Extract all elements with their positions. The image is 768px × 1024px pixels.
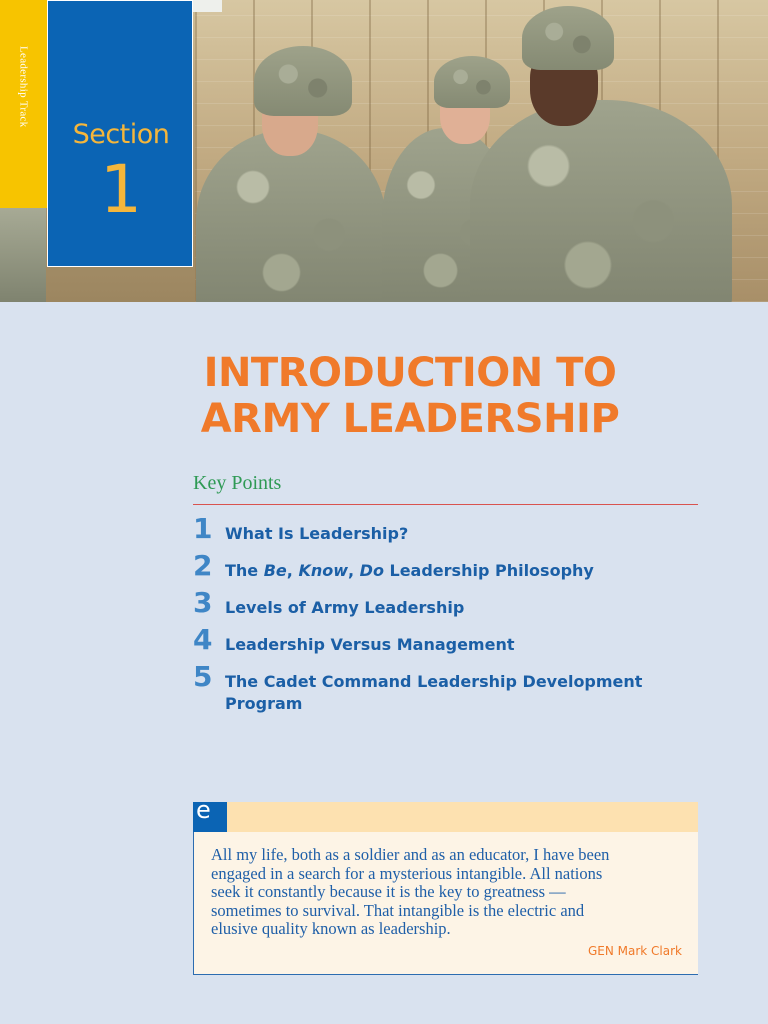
quote-badge-letter: e bbox=[196, 796, 211, 824]
key-point-item bbox=[193, 624, 693, 661]
key-point-text: The Cadet Command Leadership Development Program bbox=[225, 672, 643, 713]
quote-line: sometimes to survival. That intangible is the electric and bbox=[211, 900, 585, 920]
soldier-right-body bbox=[470, 100, 732, 302]
sky-patch bbox=[192, 0, 222, 12]
key-points-heading: Key Points bbox=[193, 472, 282, 494]
page-title-line2: ARMY LEADERSHIP bbox=[200, 396, 620, 442]
section-number: 1 bbox=[100, 151, 142, 228]
key-point-sep2: , bbox=[348, 561, 360, 580]
key-point-number: 2 bbox=[193, 549, 213, 582]
key-points-list bbox=[193, 512, 693, 713]
photo-left-soldier bbox=[0, 208, 46, 302]
key-point-text: What Is Leadership? bbox=[225, 524, 409, 543]
section-label: Section bbox=[72, 119, 170, 150]
key-points-divider bbox=[193, 504, 698, 505]
key-point-text-post: Leadership Philosophy bbox=[383, 561, 594, 580]
quote-text bbox=[211, 846, 686, 939]
leadership-track-label-wrap bbox=[0, 0, 47, 208]
key-point-item bbox=[193, 513, 693, 550]
page-title-line1: INTRODUCTION TO bbox=[203, 350, 617, 396]
quote-line: seek it constantly because it is the key to greatness — bbox=[211, 882, 566, 901]
key-point-item bbox=[193, 550, 693, 587]
quote-box bbox=[193, 832, 698, 975]
key-point-item bbox=[193, 587, 693, 624]
key-point-text: Levels of Army Leadership bbox=[225, 598, 465, 617]
quote-line: All my life, both as a soldier and as an educator, I have been bbox=[211, 845, 610, 864]
key-point-item bbox=[193, 660, 693, 713]
leadership-track-label: Leadership Track bbox=[17, 46, 30, 128]
key-point-em-do: Do bbox=[359, 561, 384, 580]
key-point-text bbox=[225, 560, 665, 582]
key-point-sep1: , bbox=[286, 561, 299, 580]
key-point-number: 3 bbox=[193, 586, 213, 619]
key-point-number: 5 bbox=[193, 660, 213, 693]
soldier-right-helmet bbox=[522, 6, 614, 70]
section-tab bbox=[47, 0, 193, 267]
soldier-middle-helmet bbox=[434, 56, 510, 108]
key-point-em-know: Know bbox=[298, 561, 348, 580]
quote-author: GEN Mark Clark bbox=[587, 944, 682, 958]
quote-header-bar bbox=[193, 802, 698, 832]
key-point-text: Leadership Versus Management bbox=[225, 635, 515, 654]
quote-line: engaged in a search for a mysterious intangible. All nations bbox=[211, 863, 603, 883]
soldier-left-helmet bbox=[254, 46, 352, 116]
key-point-text-pre: The bbox=[225, 561, 264, 580]
quote-line: elusive quality known as leadership. bbox=[211, 919, 451, 938]
key-point-em-be: Be bbox=[263, 561, 287, 580]
quote-badge bbox=[193, 796, 227, 832]
page-title bbox=[190, 350, 630, 442]
key-point-number: 1 bbox=[193, 512, 213, 545]
key-point-number: 4 bbox=[193, 623, 213, 656]
